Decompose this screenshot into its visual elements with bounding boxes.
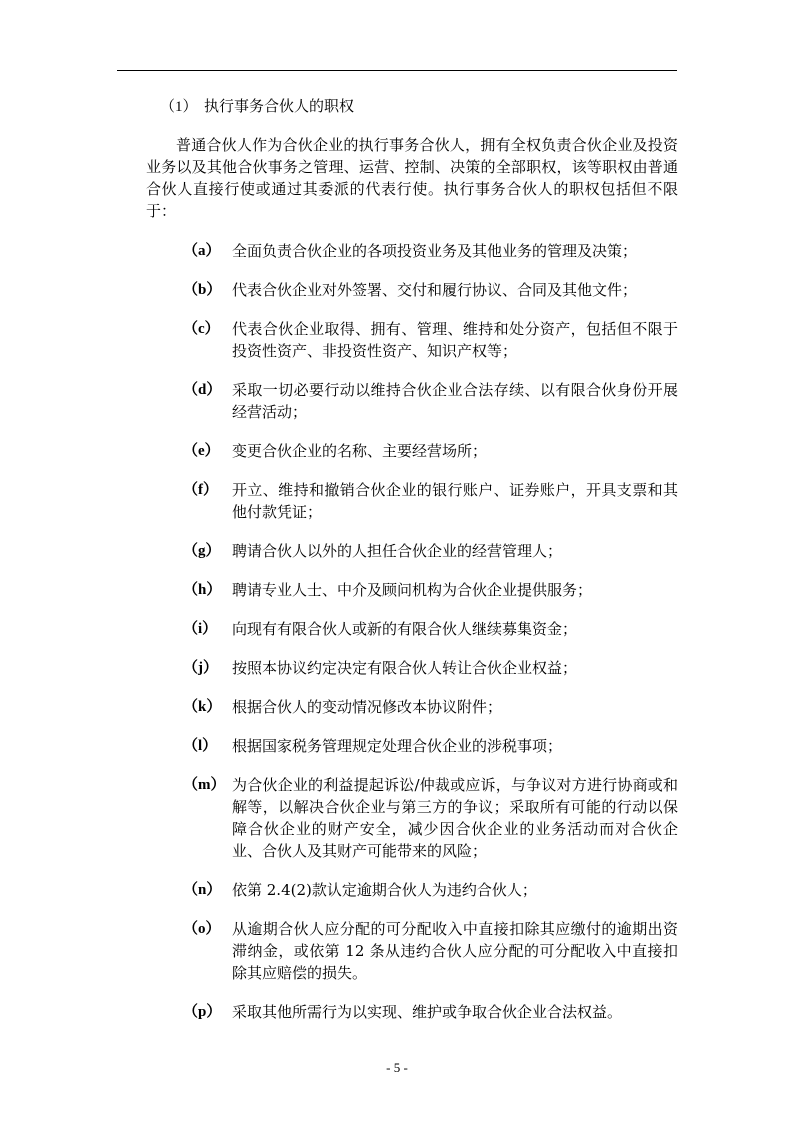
clause-marker: （k） bbox=[183, 699, 222, 715]
clause-marker: （e） bbox=[183, 443, 220, 459]
clause-text: 依第 2.4(2)款认定逾期合伙人为违约合伙人； bbox=[232, 881, 537, 899]
clause-text: 变更合伙企业的名称、主要经营场所； bbox=[232, 442, 488, 460]
section-number: （1） bbox=[160, 99, 198, 115]
clause-text: 从逾期合伙人应分配的可分配收入中直接扣除其应缴付的逾期出资滞纳金，或依第 12 条从违约合伙人应分配的可分配收入中直接扣除其应赔偿的损失。 bbox=[232, 920, 678, 982]
clause-marker: （i） bbox=[183, 621, 218, 637]
clause-marker: （d） bbox=[183, 382, 222, 398]
clause-marker: （g） bbox=[183, 543, 221, 559]
clause-item bbox=[183, 479, 683, 523]
clause-marker: （h） bbox=[183, 582, 222, 598]
clause-item bbox=[183, 774, 683, 862]
clause-marker: （f） bbox=[183, 482, 218, 498]
clause-item bbox=[183, 579, 683, 601]
clause-marker: （j） bbox=[183, 660, 218, 676]
clause-text: 开立、维持和撤销合伙企业的银行账户、证券账户，开具支票和其他付款凭证； bbox=[232, 481, 678, 521]
clause-marker: （a） bbox=[183, 243, 221, 259]
page-number: - 5 - bbox=[386, 1060, 408, 1075]
clause-text: 代表合伙企业对外签署、交付和履行协议、合同及其他文件； bbox=[232, 281, 638, 299]
clause-item bbox=[183, 657, 683, 679]
clause-item bbox=[183, 918, 683, 984]
clause-marker: （m） bbox=[183, 777, 226, 793]
clause-marker: （o） bbox=[183, 921, 221, 937]
clause-item bbox=[183, 618, 683, 640]
clause-text: 按照本协议约定决定有限合伙人转让合伙企业权益； bbox=[232, 659, 578, 677]
clause-item bbox=[183, 1001, 683, 1023]
clause-list bbox=[183, 240, 683, 1040]
clause-item bbox=[183, 879, 683, 901]
clause-marker: （p） bbox=[183, 1004, 222, 1020]
header-rule bbox=[117, 70, 677, 71]
clause-text: 采取其他所需行为以实现、维护或争取合伙企业合法权益。 bbox=[232, 1003, 623, 1021]
clause-text: 根据国家税务管理规定处理合伙企业的涉税事项； bbox=[232, 737, 563, 755]
clause-item bbox=[183, 379, 683, 423]
clause-text: 为合伙企业的利益提起诉讼/仲裁或应诉，与争议对方进行协商或和解等，以解决合伙企业与第三方的争议；采取所有可能的行动以保障合伙企业的财产安全，减少因合伙企业的业务活动而对合伙企业、合伙人及其财产可能带来的风险； bbox=[232, 776, 678, 860]
section-title: 执行事务合伙人的职权 bbox=[204, 97, 355, 115]
clause-marker: （n） bbox=[183, 882, 222, 898]
clause-marker: （b） bbox=[183, 282, 222, 298]
clause-item bbox=[183, 696, 683, 718]
clause-text: 全面负责合伙企业的各项投资业务及其他业务的管理及决策； bbox=[232, 242, 638, 260]
clause-item bbox=[183, 440, 683, 462]
clause-item bbox=[183, 540, 683, 562]
clause-text: 聘请合伙人以外的人担任合伙企业的经营管理人； bbox=[232, 542, 563, 560]
section-heading bbox=[160, 95, 354, 118]
clause-marker: （c） bbox=[183, 321, 220, 337]
clause-text: 聘请专业人士、中介及顾问机构为合伙企业提供服务； bbox=[232, 581, 593, 599]
intro-paragraph: 普通合伙人作为合伙企业的执行事务合伙人，拥有全权负责合伙企业及投资业务以及其他合伙事务之管理、运营、控制、决策的全部职权，该等职权由普通合伙人直接行使或通过其委派的代表行使。执行事务合伙人的职权包括但不限于： bbox=[146, 136, 678, 220]
clause-item bbox=[183, 318, 683, 362]
clause-text: 采取一切必要行动以维持合伙企业合法存续、以有限合伙身份开展经营活动； bbox=[232, 381, 678, 421]
clause-item bbox=[183, 240, 683, 262]
clause-marker: （l） bbox=[183, 738, 218, 754]
clause-item bbox=[183, 279, 683, 301]
clause-text: 根据合伙人的变动情况修改本协议附件； bbox=[232, 698, 503, 716]
clause-text: 代表合伙企业取得、拥有、管理、维持和处分资产，包括但不限于投资性资产、非投资性资产、知识产权等； bbox=[232, 320, 678, 360]
clause-text: 向现有有限合伙人或新的有限合伙人继续募集资金； bbox=[232, 620, 578, 638]
clause-item bbox=[183, 735, 683, 757]
